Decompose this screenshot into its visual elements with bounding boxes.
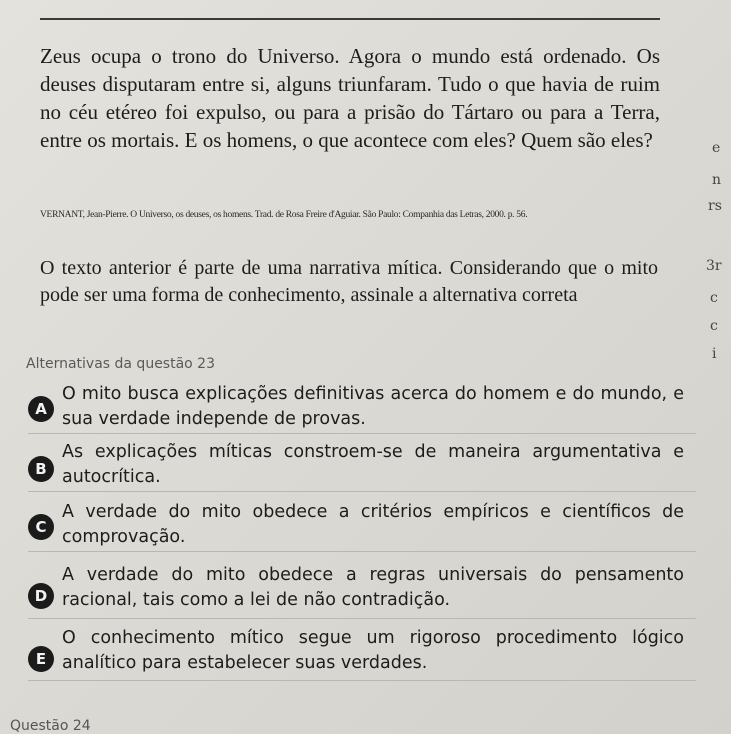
option-divider [28,680,696,681]
option-divider [28,551,696,552]
option-text: As explicações míticas constroem-se de maneira argumentativa e autocrítica. [62,442,684,487]
margin-fragment: 3r [706,258,722,274]
margin-fragment: c [710,318,718,334]
question-prompt: O texto anterior é parte de uma narrativa mítica. Considerando que o mito pode ser uma forma de conhecimento, assinale a alternativa correta [40,257,658,306]
option-text: A verdade do mito obedece a critérios empíricos e científicos de comprovação. [62,502,684,547]
option-e[interactable] [28,626,696,681]
margin-fragment: rs [708,198,722,214]
option-divider [28,618,696,619]
option-d[interactable] [28,563,696,619]
option-text: O conhecimento mítico segue um rigoroso procedimento lógico analítico para estabelecer suas verdades. [62,628,684,673]
option-letter-badge: B [28,456,54,482]
margin-fragment: c [710,290,718,306]
option-divider [28,433,696,434]
option-letter-badge: A [28,396,54,422]
margin-fragment: i [712,346,717,362]
option-letter-badge: D [28,583,54,609]
option-letter-badge: E [28,646,54,672]
option-b[interactable] [28,440,696,492]
option-text: O mito busca explicações definitivas acerca do homem e do mundo, e sua verdade independe de provas. [62,384,684,429]
passage-citation: VERNANT, Jean-Pierre. O Universo, os deuses, os homens. Trad. de Rosa Freire d'Aguiar. São Paulo: Companhia das Letras, 2000. p. 56. [40,210,528,220]
option-a[interactable] [28,382,696,434]
option-divider [28,491,696,492]
passage-text: Zeus ocupa o trono do Universo. Agora o mundo está ordenado. Os deuses disputaram entre si, alguns triunfaram. Tudo o que havia de ruim no céu etéreo foi expulso, ou para a prisão do Tártaro ou para a Terra, entre os mortais. E os homens, o que acontece com eles? Quem são eles? [40,44,660,152]
option-text: A verdade do mito obedece a regras universais do pensamento racional, tais como a lei de não contradição. [62,565,684,610]
top-rule [40,18,660,20]
option-c[interactable] [28,500,696,552]
next-question-label: Questão 24 [10,718,91,734]
margin-fragment: e [712,140,721,156]
option-letter-badge: C [28,514,54,540]
margin-fragment: n [712,172,722,188]
alternatives-header: Alternativas da questão 23 [26,356,215,372]
